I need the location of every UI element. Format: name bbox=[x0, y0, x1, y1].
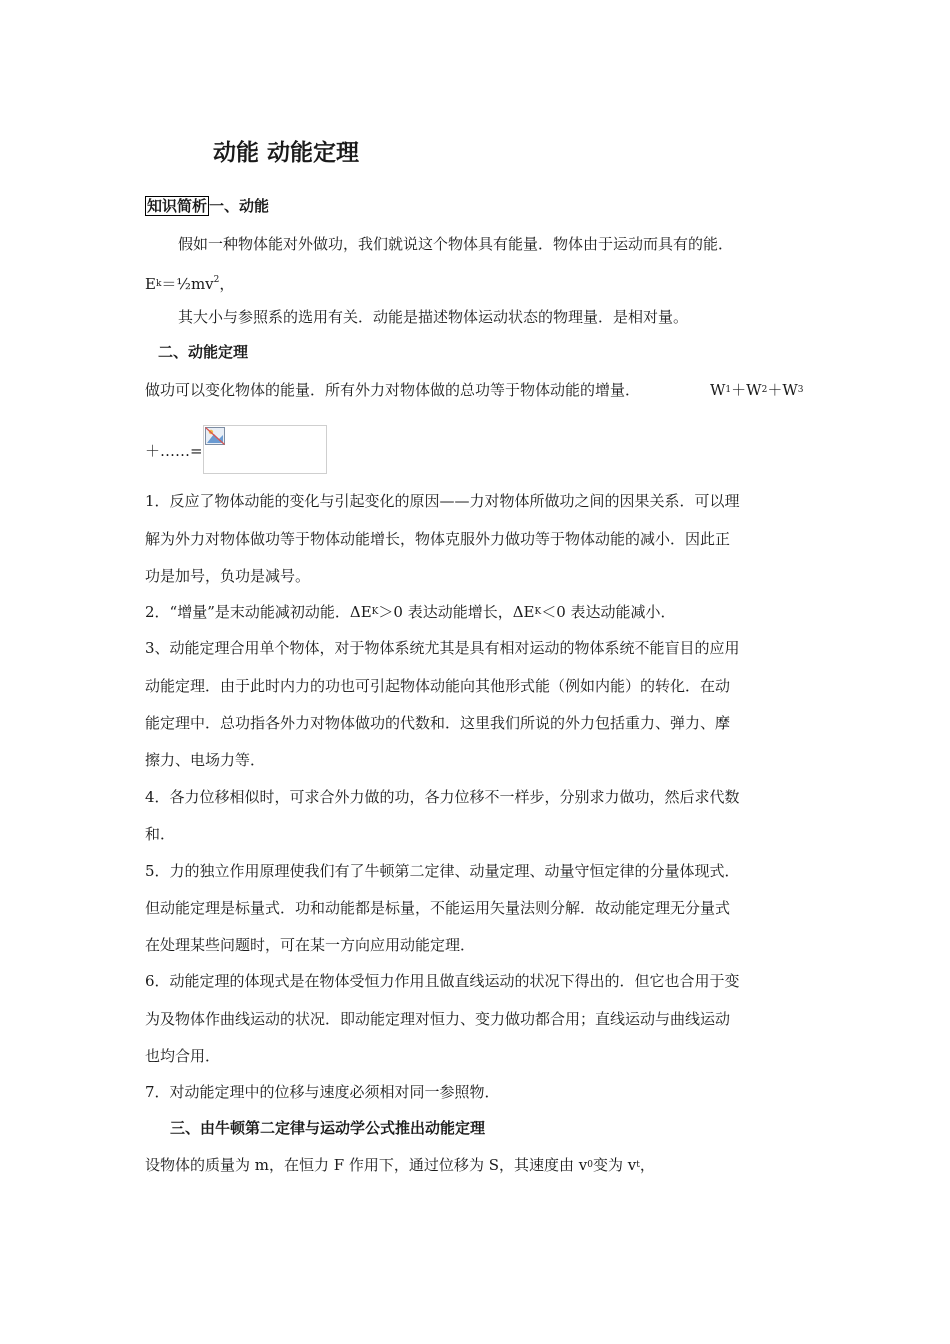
item-2: 2．“增量”是末动能减初动能．$\Delta E^K>0$ 表达动能增长，$\Delta E^K<0$ 表达动能减小． bbox=[145, 603, 676, 621]
item-6-line-3: 也均合用． bbox=[145, 1047, 221, 1065]
item-5-line-1: 5．力的独立作用原理使我们有了牛顿第二定律、动量定理、动量守恒定律的分量体现式． bbox=[145, 862, 740, 880]
item-1-line-1: 1．反应了物体动能的变化与引起变化的原因——力对物体所做功之间的因果关系．可以理 bbox=[145, 492, 740, 510]
item-3-line-2: 动能定理．由于此时内力的功也可引起物体动能向其他形式能（例如内能）的转化．在动 bbox=[145, 677, 731, 695]
item-7: 7．对动能定理中的位移与速度必须相对同一参照物． bbox=[145, 1083, 500, 1101]
item-5-line-3: 在处理某些问题时，可在某一方向应用动能定理． bbox=[145, 936, 476, 954]
work-sum-formula: $W^1+W^2+W^3$ bbox=[710, 381, 804, 399]
section-3-heading: 三、由牛顿第二定律与运动学公式推出动能定理 bbox=[170, 1119, 486, 1137]
knowledge-tag: 知识简析 bbox=[147, 197, 208, 215]
work-sum-continuation: ＋……= bbox=[145, 442, 203, 460]
item-1-line-2: 解为外力对物体做功等于物体动能增长，物体克服外力做功等于物体动能的减小．因此正 bbox=[145, 530, 731, 548]
paragraph-1: 假如一种物体能对外做功，我们就说这个物体具有能量．物体由于运动而具有的能． bbox=[178, 235, 734, 253]
section-1-heading: 一、动能 bbox=[209, 197, 270, 215]
kinetic-energy-formula: $E^k=\frac{1}{2}mv^2$， bbox=[145, 275, 235, 293]
item-4-line-2: 和． bbox=[145, 825, 176, 843]
formula-image-placeholder bbox=[203, 425, 327, 474]
item-6-line-1: 6．动能定理的体现式是在物体受恒力作用且做直线运动的状况下得出的．但它也合用于变 bbox=[145, 972, 740, 990]
item-4-line-1: 4．各力位移相似时，可求合外力做的功，各力位移不一样步，分别求力做功，然后求代数 bbox=[145, 788, 740, 806]
item-5-line-2: 但动能定理是标量式．功和动能都是标量，不能运用矢量法则分解．故动能定理无分量式 bbox=[145, 899, 731, 917]
paragraph-3: 做功可以变化物体的能量．所有外力对物体做的总功等于物体动能的增量． bbox=[145, 381, 641, 399]
item-1-line-3: 功是加号，负功是减号。 bbox=[145, 567, 311, 585]
section-1-heading-line bbox=[145, 197, 269, 215]
derivation-setup: 设物体的质量为 m，在恒力 F 作用下，通过位移为 S，其速度由 $v^0$变为 $v^t$， bbox=[145, 1156, 655, 1174]
item-3-line-1: 3、动能定理合用单个物体，对于物体系统尤其是具有相对运动的物体系统不能盲目的应用 bbox=[145, 639, 740, 657]
paragraph-2: 其大小与参照系的选用有关．动能是描述物体运动状态的物理量．是相对量。 bbox=[178, 308, 689, 326]
page-title: 动能 动能定理 bbox=[213, 140, 360, 166]
item-3-line-4: 擦力、电场力等． bbox=[145, 751, 266, 769]
broken-image-icon bbox=[205, 427, 225, 445]
section-2-heading: 二、动能定理 bbox=[158, 343, 249, 361]
item-3-line-3: 能定理中．总功指各外力对物体做功的代数和．这里我们所说的外力包括重力、弹力、摩 bbox=[145, 714, 731, 732]
item-6-line-2: 为及物体作曲线运动的状况．即动能定理对恒力、变力做功都合用；直线运动与曲线运动 bbox=[145, 1010, 731, 1028]
